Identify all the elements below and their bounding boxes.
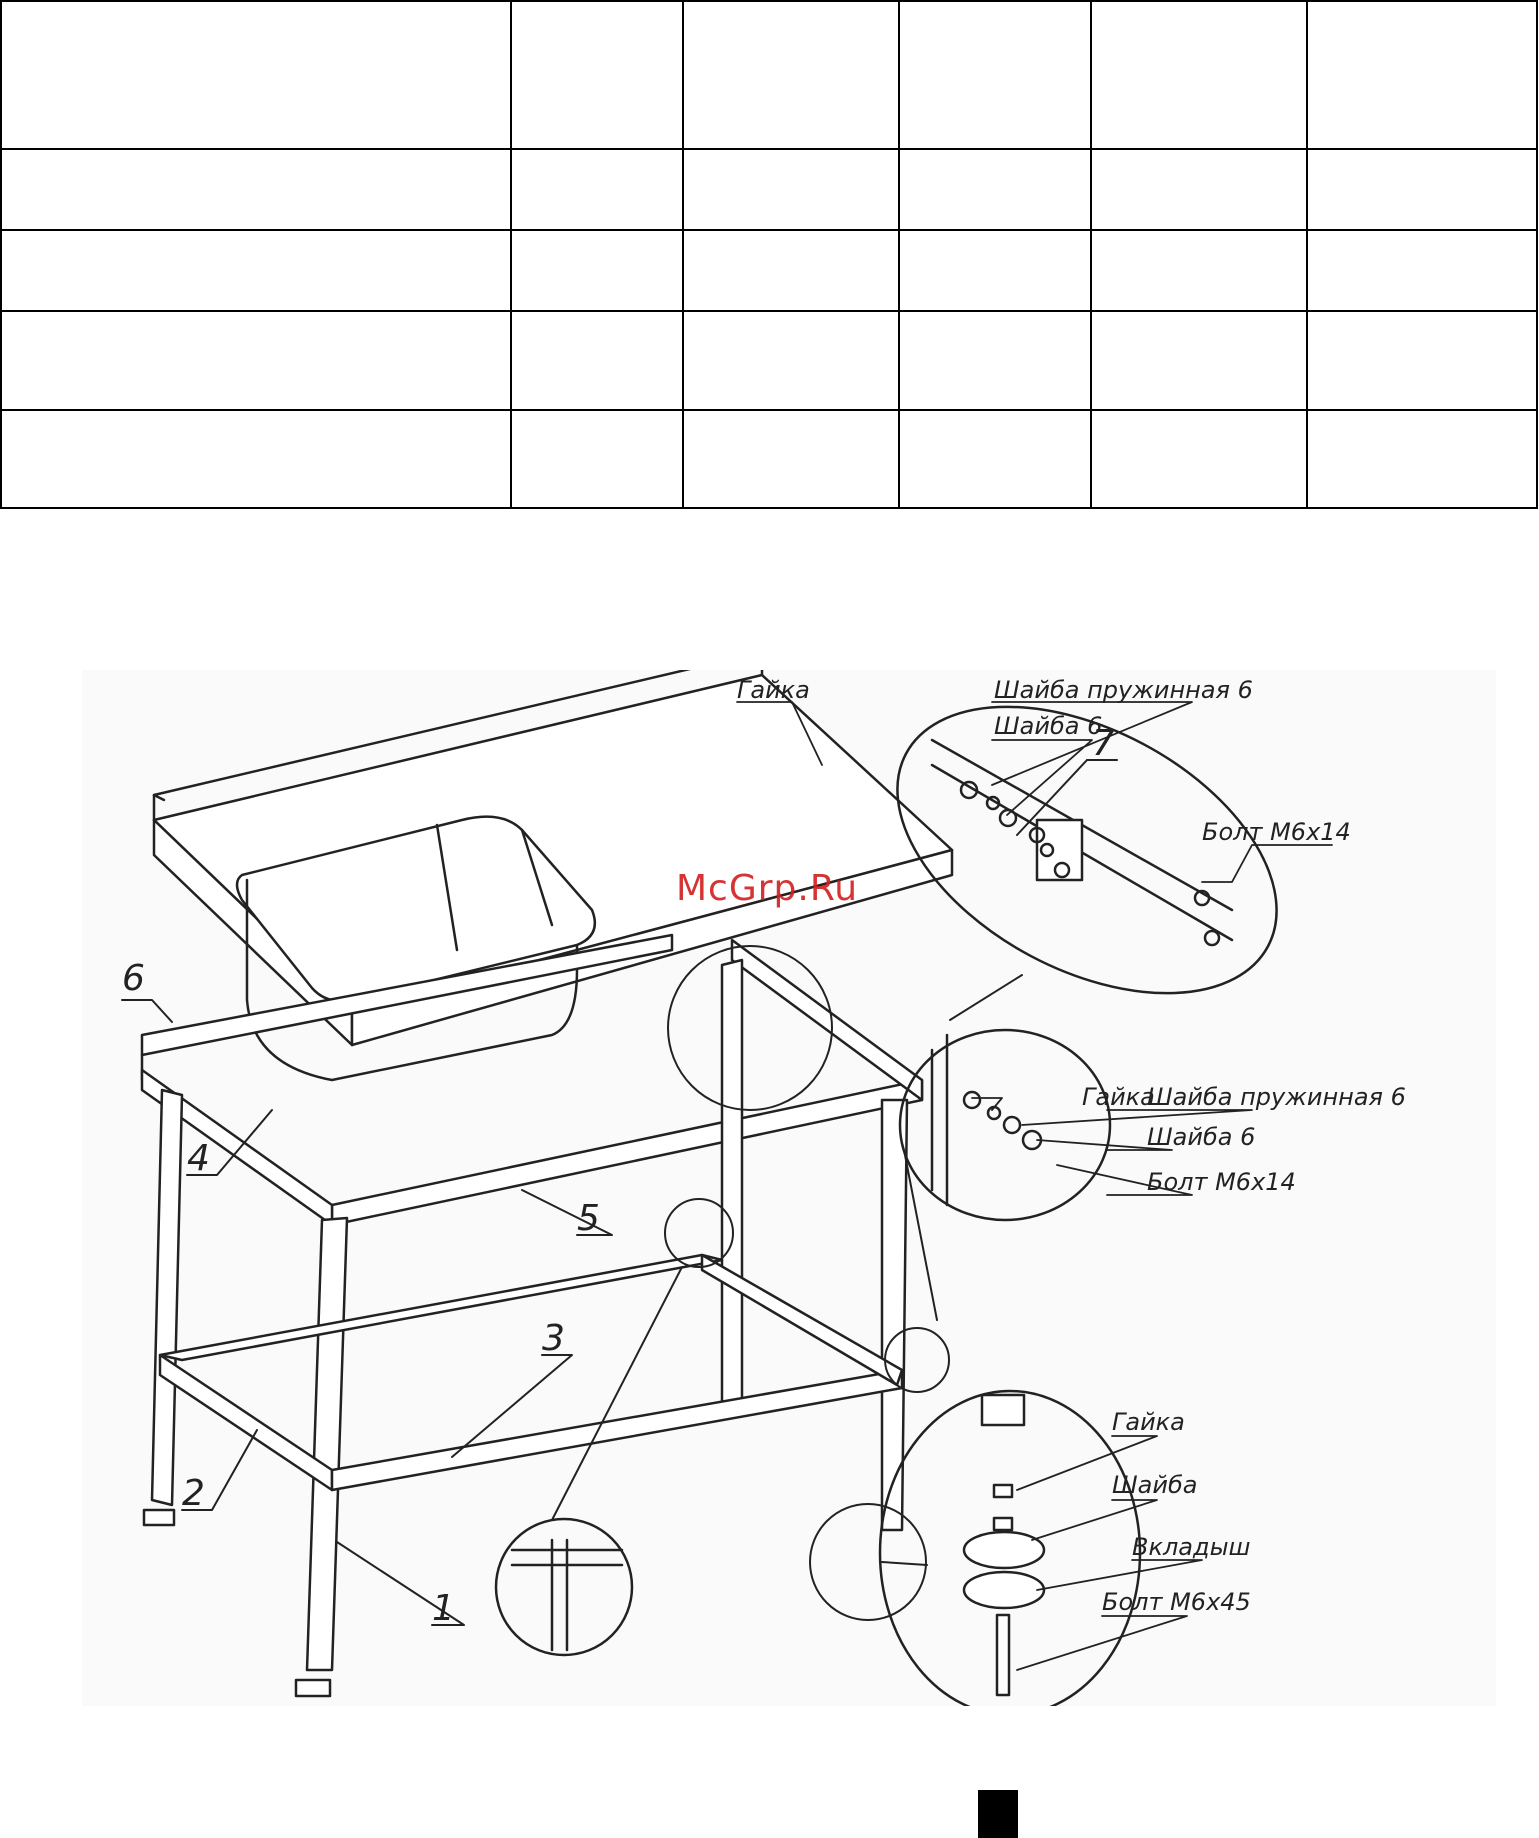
callout-nut-top: Гайка xyxy=(737,676,810,704)
table-row xyxy=(1,149,1537,230)
callout-bolt-m6x45: Болт М6х45 xyxy=(1102,1588,1251,1616)
callout-insert-foot: Вкладыш xyxy=(1132,1533,1251,1561)
watermark: McGrp.Ru xyxy=(676,868,859,909)
detail-shelf xyxy=(496,1267,682,1655)
part-leaders xyxy=(122,1000,612,1625)
table-row xyxy=(1,1,1537,149)
callout-nut-foot: Гайка xyxy=(1112,1408,1185,1436)
table-row xyxy=(1,410,1537,508)
assembly-drawing xyxy=(82,670,1496,1706)
callout-washer6-side: Шайба 6 xyxy=(1147,1123,1256,1151)
detail-foot xyxy=(880,1391,1140,1706)
callout-bolt-side: Болт М6х14 xyxy=(1147,1168,1296,1196)
callout-bolt-top: Болт М6х14 xyxy=(1202,818,1351,846)
callout-spring-washer-top: Шайба пружинная 6 xyxy=(994,676,1253,704)
assembly-drawing-svg xyxy=(82,670,1496,1706)
frame xyxy=(142,935,922,1696)
callout-spring-washer-side: Шайба пружинная 6 xyxy=(1147,1083,1406,1111)
part-number-3: 3 xyxy=(542,1318,565,1359)
part-number-6: 6 xyxy=(122,958,145,999)
callout-washer6-top: Шайба 6 xyxy=(994,712,1103,740)
table-row xyxy=(1,311,1537,410)
callout-nut-side: Гайка xyxy=(1082,1083,1155,1111)
part-number-5: 5 xyxy=(577,1198,600,1239)
tabletop xyxy=(154,670,952,1045)
part-number-7: 7 xyxy=(1092,723,1115,764)
page-marker xyxy=(978,1790,1018,1838)
detail-side xyxy=(900,1030,1110,1320)
part-number-1: 1 xyxy=(432,1588,455,1629)
callout-washer-foot: Шайба xyxy=(1112,1471,1198,1499)
part-number-2: 2 xyxy=(182,1473,205,1514)
part-number-4: 4 xyxy=(187,1138,210,1179)
detail-circle-foot xyxy=(810,1504,926,1620)
spec-table xyxy=(0,0,1538,509)
table-row xyxy=(1,230,1537,311)
